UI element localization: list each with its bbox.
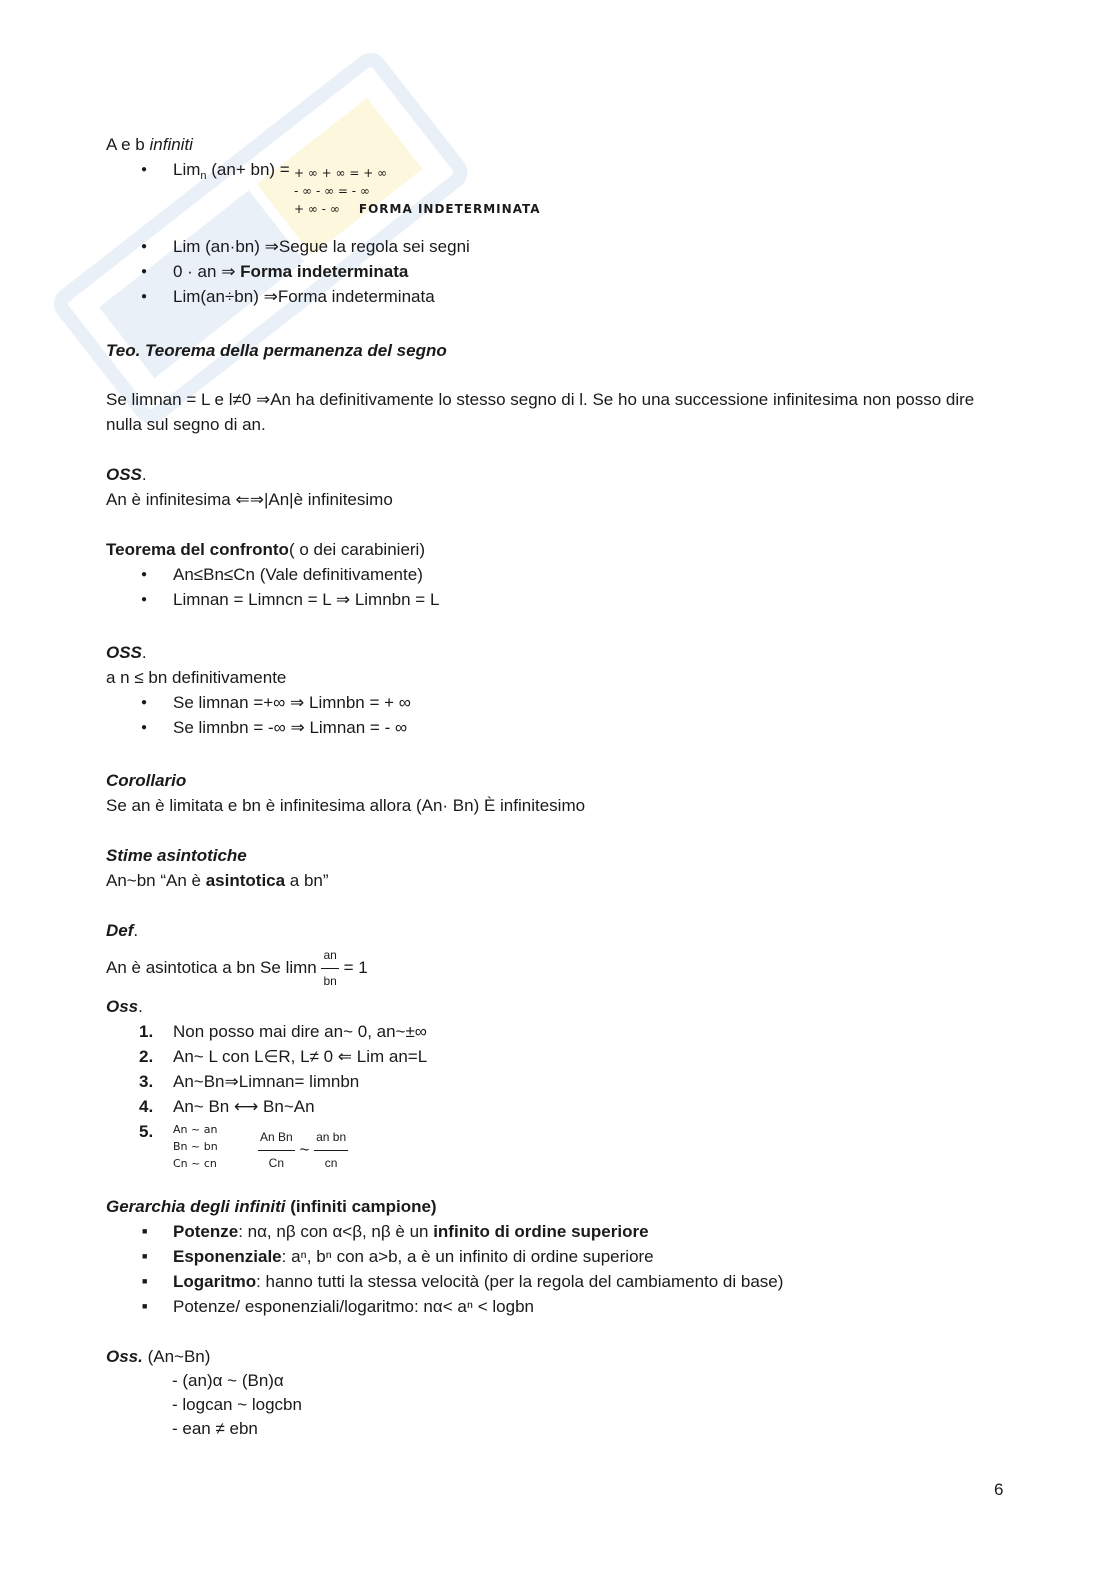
section-teorema-confronto [106,537,1006,612]
handwritten-asymptotics: An ~ an Bn ~ bn Cn ~ cn [173,1123,218,1170]
list-item: 4. An~ Bn ⟷ Bn~An [139,1097,315,1116]
section-heading: Def. [106,921,139,940]
fraction: $\frac{an}{bn}$ [321,943,338,994]
section-title: A e b infiniti [106,135,193,154]
list-item: ■ Potenze/ esponenziali/logaritmo: nα< aⁿ < logbn [106,1294,1006,1319]
list-item: 3. An~Bn⇒Limnan= limnbn [139,1072,360,1091]
list-item: ● Se limnan =+∞ ⇒ Limnbn = + ∞ [106,690,1006,715]
list-item: ● Lim$_n$ (an+ bn) = [106,157,1006,182]
section-heading: Teo. Teorema della permanenza del segno [106,341,447,360]
teorema-text: Se limnan = L e l≠0 ⇒An ha definitivamente lo stesso segno di l. Se ho una successione infinitesima non posso dire nulla sul segno di an. [106,390,975,434]
section-infiniti [106,132,1006,182]
section-infiniti-rest [106,234,1006,309]
section-stime-asintotiche: Stime asintotiche An~bn “An è asintotica a bn” [106,843,1006,893]
list-item: 5. An ~ an Bn ~ bn Cn ~ cn $\frac{\text{An Bn}}{Cn}$ ~ $\frac{\text{an bn}}{cn}$ [106,1119,1006,1179]
fraction-comparison: $\frac{\text{An Bn}}{Cn}$ ~ $\frac{\text{an bn}}{cn}$ [258,1125,348,1176]
list-item: ● 0 · an ⇒ Forma indeterminata [106,259,1006,284]
section-heading: Gerarchia degli infiniti (infiniti campione) [106,1197,437,1216]
list-item: 1. Non posso mai dire an~ 0, an~±∞ [139,1022,427,1041]
list-item: ■ Potenze: nα, nβ con α<β, nβ è un infinito di ordine superiore [106,1219,1006,1244]
section-oss-3 [106,994,1006,1179]
section-oss-4: Oss. (An~Bn) - (an)α ~ (Bn)α - logcan ~ logcbn - ean ≠ ebn [106,1344,1006,1441]
section-heading: Teorema del confronto( o dei carabinieri) [106,540,425,559]
list-item: ● Limnan = Limncn = L ⇒ Limnbn = L [106,587,1006,612]
section-heading: Stime asintotiche [106,846,247,865]
section-heading: OSS. [106,643,147,662]
section-gerarchia-infiniti [106,1194,1006,1319]
section-heading: Corollario [106,771,187,790]
list-item: ● An≤Bn≤Cn (Vale definitivamente) [106,562,1006,587]
list-item: ● Lim(an÷bn) ⇒Forma indeterminata [106,284,1006,309]
handwritten-limits: + ∞ + ∞ = + ∞ - ∞ - ∞ = - ∞ + ∞ - ∞ FORMA INDETERMINATA [294,166,541,216]
section-heading: OSS. [106,465,147,484]
list-item: ■ Logaritmo: hanno tutti la stessa velocità (per la regola del cambiamento di base) [106,1269,1006,1294]
page-number: 6 [994,1480,1004,1499]
section-def: Def. An è asintotica a bn Se limn $\frac{an}{bn}$ = 1 [106,918,1006,973]
section-oss-2: OSS. a n ≤ bn definitivamente ● Se limnan =+∞ ⇒ Limnbn = + ∞ ● Se limnbn = -∞ ⇒ Limnan = - ∞ [106,640,1006,740]
list-item: ● Lim (an·bn) ⇒Segue la regola sei segni [106,234,1006,259]
list-item: ■ Esponenziale: aⁿ, bⁿ con a>b, a è un infinito di ordine superiore [106,1244,1006,1269]
list-item: 2. An~ L con L∈R, L≠ 0 ⇐ Lim an=L [139,1047,428,1066]
section-heading: Oss. (An~Bn) [106,1347,211,1366]
section-teorema-permanenza [106,338,1006,363]
section-corollario: Corollario Se an è limitata e bn è infinitesima allora (An· Bn) È infinitesimo [106,768,1006,818]
list-item: ● Se limnbn = -∞ ⇒ Limnan = - ∞ [106,715,1006,740]
section-oss-1: OSS. An è infinitesima ⇐⇒|An|è infinitesimo [106,462,1006,512]
section-heading: Oss. [106,997,143,1016]
